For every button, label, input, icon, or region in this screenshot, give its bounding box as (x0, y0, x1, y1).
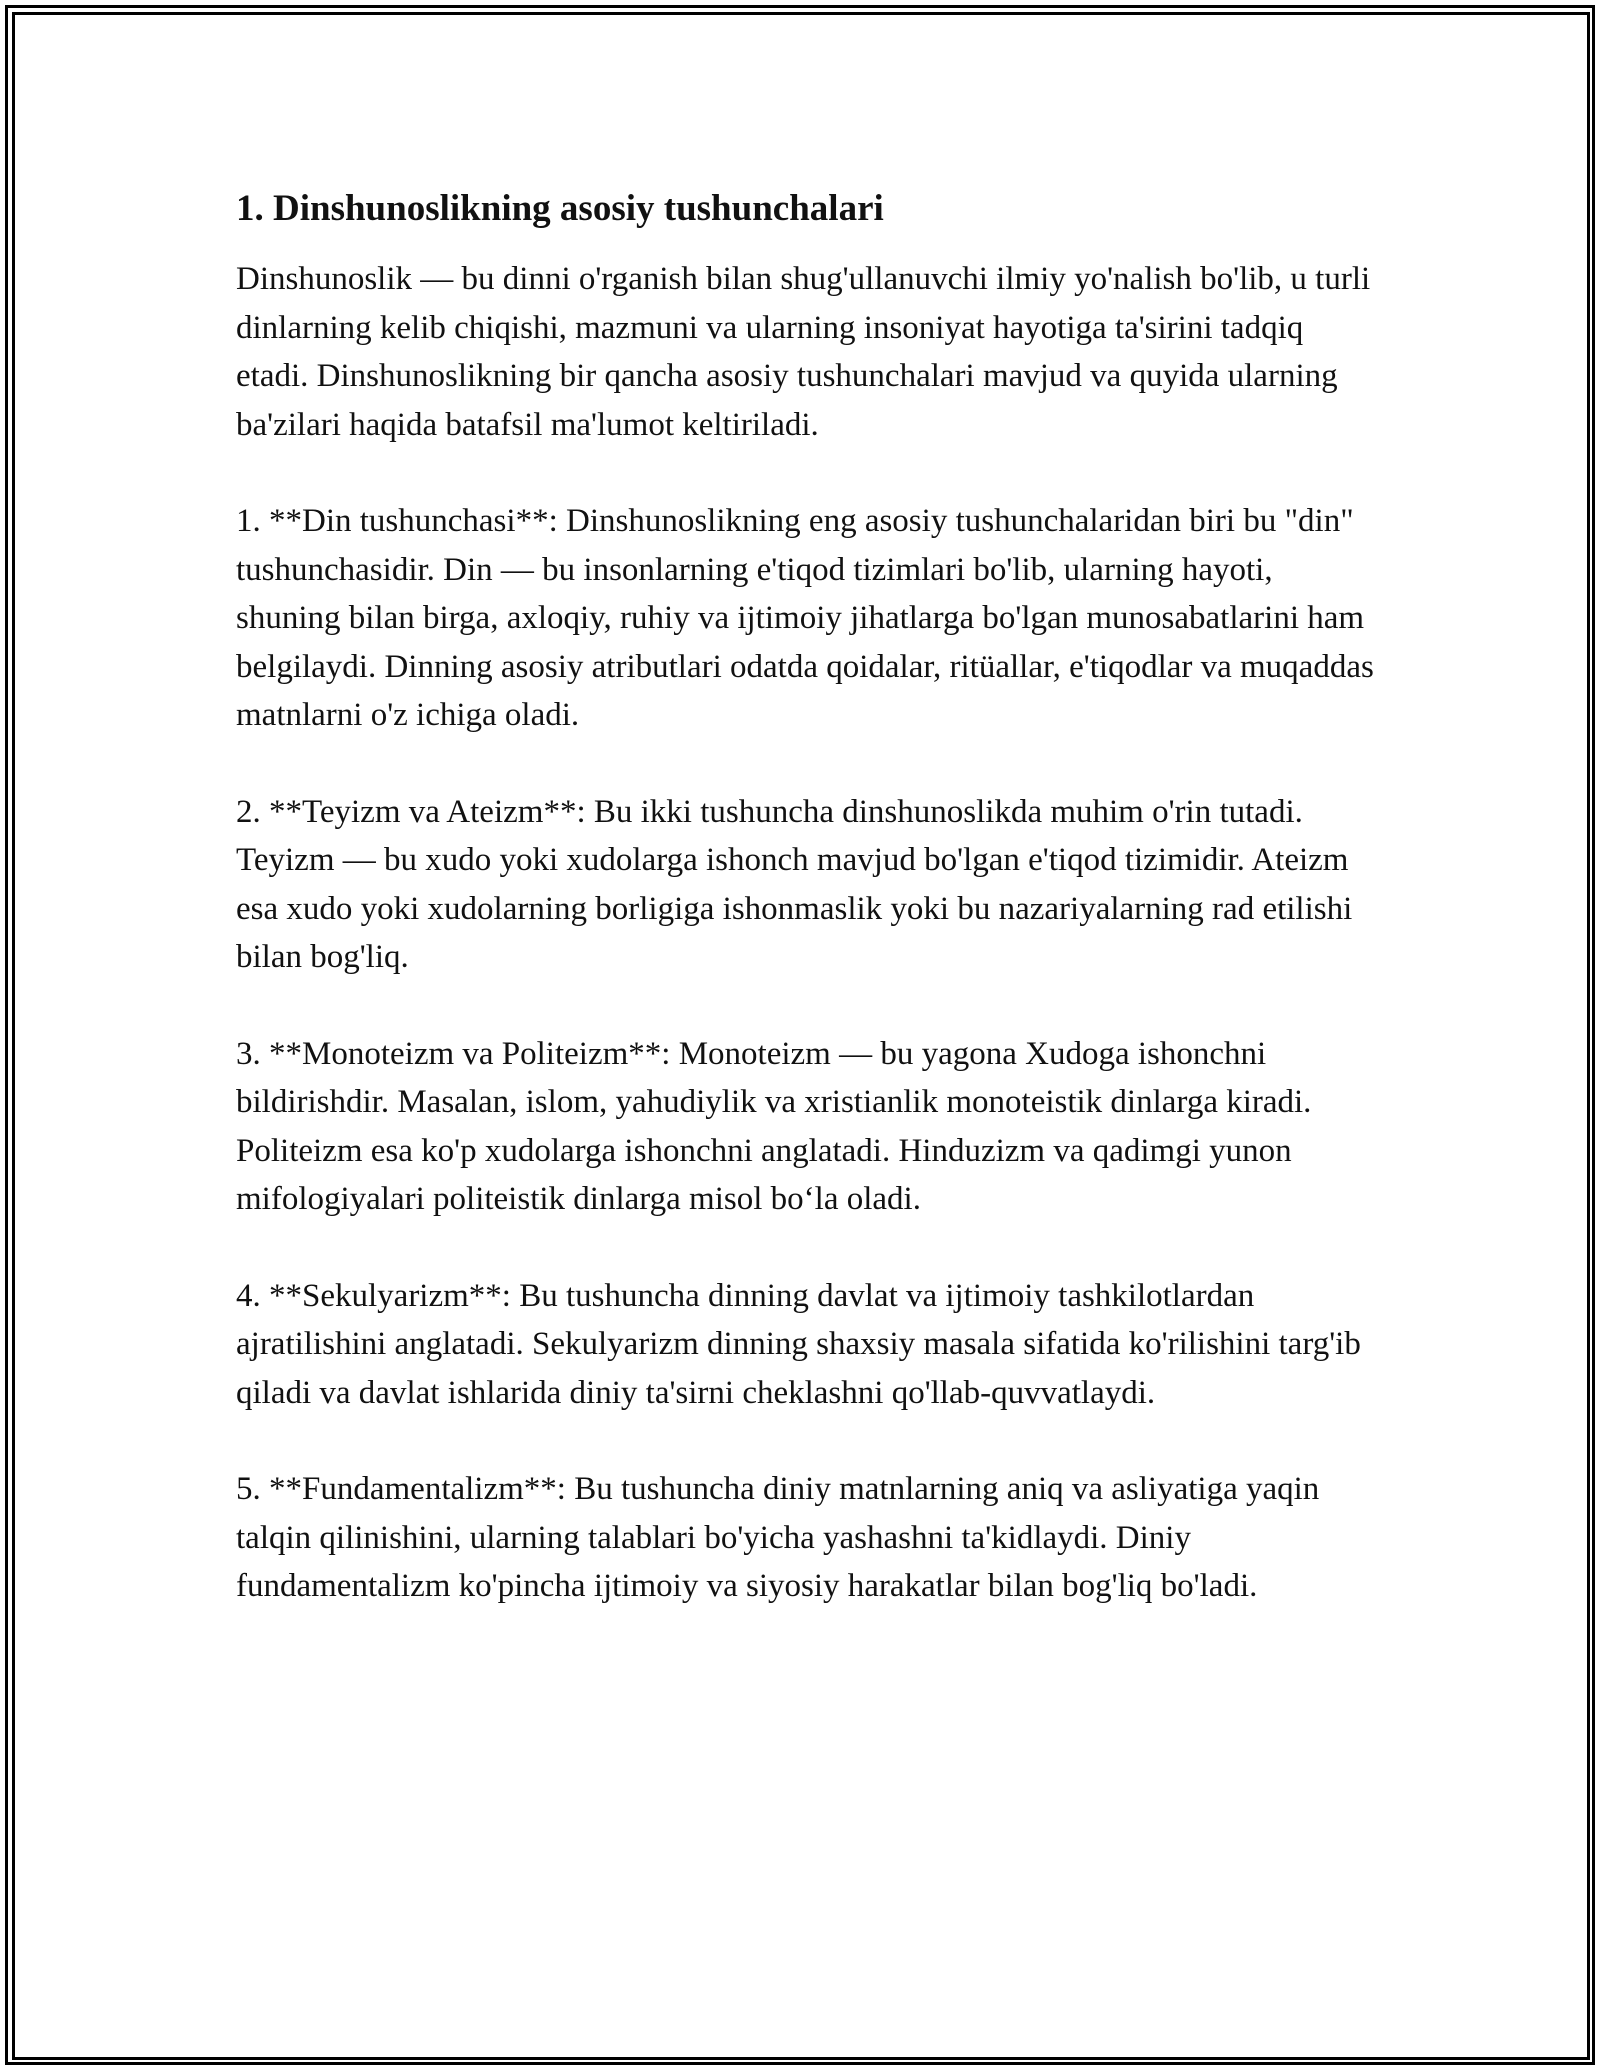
paragraph-fundamentalizm: 5. **Fundamentalizm**: Bu tushuncha diniy matnlarning aniq va asliyatiga yaqin talqin qilinishini, ularning talablari bo'yicha yashashni ta'kidlaydi. Diniy fundamentalizm ko'pincha ijtimoiy va siyosiy harakatlar bilan bog'liq bo'ladi. (236, 1471, 1320, 1604)
intro-paragraph: Dinshunoslik — bu dinni o'rganish bilan shug'ullanuvchi ilmiy yo'nalish bo'lib, u turli dinlarning kelib chiqishi, mazmuni va ularning insoniyat hayotiga ta'sirini tadqiq etadi. Dinshunoslikning bir qancha asosiy tushunchalari mavjud va quyida ularning ba'zilari haqida batafsil ma'lumot keltiriladi. (236, 261, 1371, 443)
section-heading: 1. Dinshunoslikning asosiy tushunchalari (236, 188, 884, 229)
paragraph-sekulyarizm: 4. **Sekulyarizm**: Bu tushuncha dinning davlat va ijtimoiy tashkilotlardan ajratilishini anglatadi. Sekulyarizm dinning shaxsiy masala sifatida ko'rilishini targ'ib qiladi va davlat ishlarida diniy ta'sirni cheklashni qo'llab-quvvatlaydi. (236, 1277, 1361, 1411)
document-body (236, 185, 1376, 1611)
paragraph-monoteizm-politeizm: 3. **Monoteizm va Politeizm**: Monoteizm — bu yagona Xudoga ishonchni bildirishdir. Masalan, islom, yahudiylik va xristianlik monoteistik dinlarga kiradi. Politeizm esa ko'p xudolarga ishonchni anglatadi. Hinduzizm va qadimgi yunon mifologiyalari politeistik dinlarga misol bo‘la oladi. (236, 1035, 1312, 1217)
paragraph-din-tushunchasi: 1. **Din tushunchasi**: Dinshunoslikning eng asosiy tushunchalaridan biri bu "din" tushunchasidir. Din — bu insonlarning e'tiqod tizimlari bo'lib, ularning hayoti, shuning bilan birga, axloqiy, ruhiy va ijtimoiy jihatlarga bo'lgan munosabatlarini ham belgilaydi. Dinning asosiy atributlari odatda qoidalar, ritüallar, e'tiqodlar va muqaddas matnlarni o'z ichiga oladi. (236, 503, 1374, 733)
paragraph-teyizm-ateizm: 2. **Teyizm va Ateizm**: Bu ikki tushuncha dinshunoslikda muhim o'rin tutadi. Teyizm — bu xudo yoki xudolarga ishonch mavjud bo'lgan e'tiqod tizimidir. Ateizm esa xudo yoki xudolarning borligiga ishonmaslik yoki bu nazariyalarning rad etilishi bilan bog'liq. (236, 793, 1353, 975)
